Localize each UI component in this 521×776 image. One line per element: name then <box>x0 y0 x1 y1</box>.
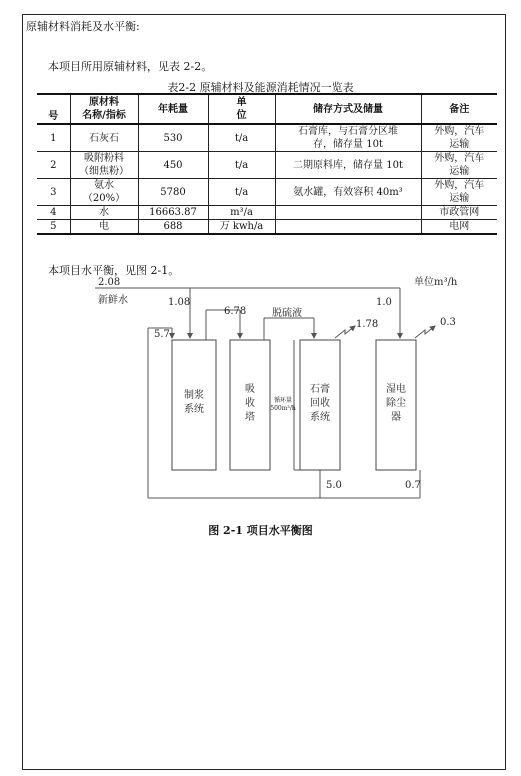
wesp-loss-arrow <box>415 326 435 338</box>
cell-unit: t/a <box>208 152 275 179</box>
gypsum-return-label: 5.0 <box>326 480 342 491</box>
cell-name-line: 石灰石 <box>89 132 119 144</box>
cell-amount: 450 <box>138 152 208 179</box>
header-storage: 储存方式及储量 <box>275 94 421 124</box>
gypsum-note-line2: 500m³/h <box>270 405 296 412</box>
header-name-line2: 名称/指标 <box>82 110 126 121</box>
fresh-total-label: 2.08 <box>98 277 121 288</box>
cell-note-line: 外购，汽车 <box>434 126 485 137</box>
wesp-return-label: 0.7 <box>405 480 421 491</box>
gypsum-loss-arrow <box>335 326 355 338</box>
gypsum-loss-label: 1.78 <box>356 319 379 330</box>
cell-unit: m³/a <box>208 206 275 220</box>
slurry-box-line1: 制浆 <box>184 390 204 401</box>
cell-name-line: 水 <box>99 207 109 218</box>
wesp-loss-label: 0.3 <box>440 317 456 328</box>
cell-name-line: 氨水 <box>94 180 114 191</box>
tower-box-line1: 吸 <box>245 384 255 395</box>
cell-name-line: 电 <box>99 221 109 232</box>
section-heading: 原辅材料消耗及水平衡: <box>26 20 140 33</box>
gypsum-box-line2: 回收 <box>310 398 330 409</box>
cell-storage-line: 石膏库，与石膏分区堆 <box>298 126 398 137</box>
slurry-to-tower-label: 6.78 <box>224 306 247 317</box>
fresh-water-label: 新鲜水 <box>98 295 128 306</box>
tower-box-line3: 塔 <box>245 412 255 423</box>
cell-name-line: （细焦粉） <box>79 166 129 177</box>
cell-no: 4 <box>37 206 70 220</box>
cell-storage-line: 二期原料库，储存量 10t <box>293 159 403 171</box>
cell-unit: 万 kwh/a <box>208 220 275 235</box>
cell-storage-line: 氨水罐，有效容积 40m³ <box>293 186 403 198</box>
cell-no: 3 <box>37 179 70 206</box>
water-balance-intro: 本项目水平衡，见图 2-1。 <box>48 264 180 277</box>
cell-note-line: 运输 <box>449 193 470 204</box>
header-name-line1: 原材料 <box>89 97 119 108</box>
cell-note-line: 外购，汽车 <box>434 153 485 164</box>
desulf-liquid-label: 脱硫液 <box>272 308 302 319</box>
cell-note-line: 运输 <box>449 166 470 177</box>
wesp-box-line3: 器 <box>391 412 401 423</box>
header-unit-line2: 位 <box>236 110 247 121</box>
cell-name-line: （20%） <box>82 193 126 204</box>
cell-unit: t/a <box>208 124 275 152</box>
to-slurry-top-label: 1.08 <box>168 297 191 308</box>
cell-no: 1 <box>37 124 70 152</box>
gypsum-note-line1: 循环量 <box>273 397 293 404</box>
wesp-box-line2: 除尘 <box>386 398 406 409</box>
cell-note-line: 市政管网 <box>439 207 480 218</box>
wesp-box-line1: 湿电 <box>386 384 406 395</box>
cell-amount: 5780 <box>138 179 208 206</box>
to-wesp-label: 1.0 <box>376 297 392 308</box>
cell-note-line: 运输 <box>449 139 470 150</box>
header-unit-line1: 单 <box>236 97 247 108</box>
cell-note-line: 外购，汽车 <box>434 180 485 191</box>
gypsum-box-line1: 石膏 <box>310 384 330 395</box>
slurry-box-line2: 系统 <box>184 404 204 415</box>
cell-no: 2 <box>37 152 70 179</box>
table-intro-text: 本项目所用原辅材料，见表 2-2。 <box>48 60 213 73</box>
gypsum-box-line3: 系统 <box>310 412 330 423</box>
cell-amount: 688 <box>138 220 208 235</box>
cell-amount: 530 <box>138 124 208 152</box>
header-note: 备注 <box>421 94 497 124</box>
unit-label: 单位m³/h <box>414 277 458 288</box>
cell-name-line: 吸附粉料 <box>84 153 124 164</box>
header-no: 号 <box>37 94 70 124</box>
tower-box-line2: 收 <box>245 398 255 409</box>
cell-storage-line: 存，储存量 10t <box>313 139 383 150</box>
figure-caption: 图 2-1 项目水平衡图 <box>208 524 313 537</box>
table-caption: 表2-2 原辅材料及能源消耗情况一览表 <box>167 81 354 94</box>
header-amount: 年耗量 <box>138 94 208 124</box>
cell-note-line: 电网 <box>449 221 470 232</box>
cell-unit: t/a <box>208 179 275 206</box>
to-slurry-side-label: 5.7 <box>154 329 170 340</box>
cell-amount: 16663.87 <box>138 206 208 220</box>
cell-no: 5 <box>37 220 70 235</box>
